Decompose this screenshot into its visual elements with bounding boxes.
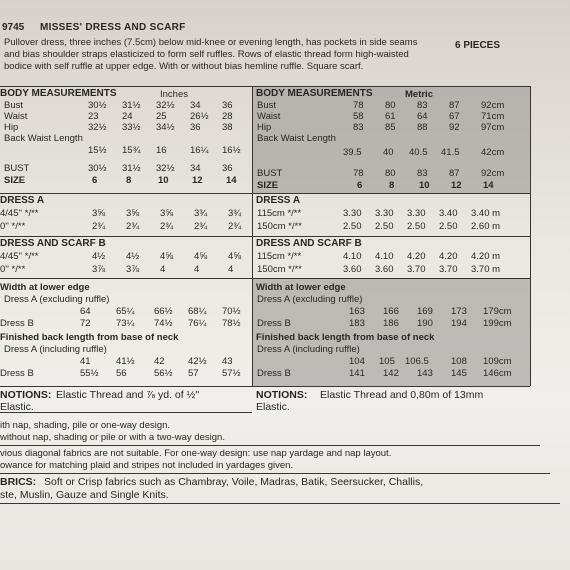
fabrics-text-2: ste, Muslin, Gauze and Single Knits. (0, 489, 169, 501)
fabrics-text: Soft or Crisp fabrics such as Chambray, Voile, Madras, Batik, Seersucker, Challis, (44, 476, 424, 488)
left-back-title: Finished back length from base of neck (0, 332, 179, 343)
description-line-2: and bias shoulder straps elasticized to form self ruffles. Rows of elastic thread form high-waisted (4, 49, 409, 60)
note-line-2: without nap, shading or pile or with a two-way design. (0, 432, 225, 443)
left-dress-a-table: 4/45'' */** 3⅝ 3⅝ 3⅝ 3¾ 3¾ 0'' */** 2¾ 2¾ 2¾ 2¾ 2¾ (0, 208, 242, 232)
left-dress-a-title: DRESS A (0, 195, 45, 206)
left-notions-label: NOTIONS: (0, 389, 52, 401)
right-body-title: BODY MEASUREMENTS (256, 88, 373, 99)
notes-rule-1 (0, 445, 540, 446)
left-width-title: Width at lower edge (0, 282, 90, 293)
left-body-title: BODY MEASUREMENTS (0, 88, 117, 99)
left-body-table: Bust 30½ 31½ 32½ 34 36 Waist 23 24 25 26½ 28 Hip 32½ 33½ 34½ 36 38 Back Waist Length 15½ 15¾ 16 16¼ 16½ BUST 30½ 31½ 32½ 34 36 SIZE 6 8 10 12 14 (4, 100, 241, 186)
right-back-table: Dress A (including ruffle) 104 105 106.5 108 109cm Dress B 141 142 143 145 146cm (257, 344, 512, 379)
right-dress-a-title: DRESS A (256, 195, 301, 206)
right-body-table: Bust 78 80 83 87 92cm Waist 58 61 64 67 71cm Hip 83 85 88 92 97cm Back Waist Length 39.5 40 40.5 41.5 42cm BUST 78 80 83 87 92cm SIZE 6 8 10 12 14 (257, 100, 505, 191)
rule-width (0, 278, 530, 279)
notes-rule-2 (0, 473, 550, 474)
pattern-title: MISSES' DRESS AND SCARF (40, 22, 186, 33)
right-notions-label: NOTIONS: (256, 389, 308, 401)
rule-scarf-b (0, 236, 530, 237)
right-width-title: Width at lower edge (256, 282, 346, 293)
rule-dress-a (0, 193, 530, 194)
left-unit-label: Inches (160, 89, 188, 100)
rule-notions-end (0, 412, 252, 413)
left-scarf-title: DRESS AND SCARF B (0, 238, 106, 249)
note-line-1: ith nap, shading, pile or one-way design. (0, 420, 171, 431)
left-back-table: Dress A (including ruffle) 41 41½ 42 42½ 43 Dress B 55½ 56 56½ 57 57½ (0, 344, 241, 379)
right-notions-text: Elastic Thread and 0,80m of 13mm (320, 389, 484, 401)
left-scarf-table: 4/45'' */** 4½ 4½ 4⅝ 4⅝ 4⅝ 0'' */** 3⅞ 3⅞ 4 4 4 (0, 251, 242, 275)
description-line-1: Pullover dress, three inches (7.5cm) below mid-knee or evening length, has pockets in side seams (4, 37, 418, 48)
note-line-4: owance for matching plaid and stripes not included in yardages given. (0, 460, 294, 471)
pattern-number: 9745 (2, 22, 25, 33)
left-width-table: Dress A (excluding ruffle) 64 65¼ 66½ 68¼ 70½ Dress B 72 73¼ 74½ 76¼ 78½ (0, 294, 241, 329)
description-line-3: bodice with self ruffle at upper edge. With or without bias hemline ruffle. Square scarf. (4, 61, 364, 72)
right-width-table: Dress A (excluding ruffle) 163 166 169 173 179cm Dress B 183 186 190 194 199cm (257, 294, 512, 329)
pieces-count: 6 PIECES (455, 40, 501, 51)
right-scarf-title: DRESS AND SCARF B (256, 238, 362, 249)
left-notions-text: Elastic Thread and ⅞ yd. of ½'' (56, 389, 200, 401)
left-notions-text-2: Elastic. (0, 401, 34, 413)
right-scarf-table: 115cm */** 4.10 4.10 4.20 4.20 4.20 m 150cm */** 3.60 3.60 3.70 3.70 3.70 m (257, 251, 501, 275)
right-dress-a-table: 115cm */** 3.30 3.30 3.30 3.40 3.40 m 150cm */** 2.50 2.50 2.50 2.50 2.60 m (257, 208, 501, 232)
note-line-3: vious diagonal fabrics are not suitable. For one-way design: use nap yardage and nap layout. (0, 448, 392, 459)
right-border (530, 86, 531, 386)
right-back-title: Finished back length from base of neck (256, 332, 435, 343)
rule-notions (0, 386, 530, 387)
right-notions-text-2: Elastic. (256, 401, 290, 413)
fabrics-label: BRICS: (0, 476, 37, 488)
right-unit-label: Metric (405, 89, 433, 100)
notes-rule-3 (0, 503, 560, 504)
